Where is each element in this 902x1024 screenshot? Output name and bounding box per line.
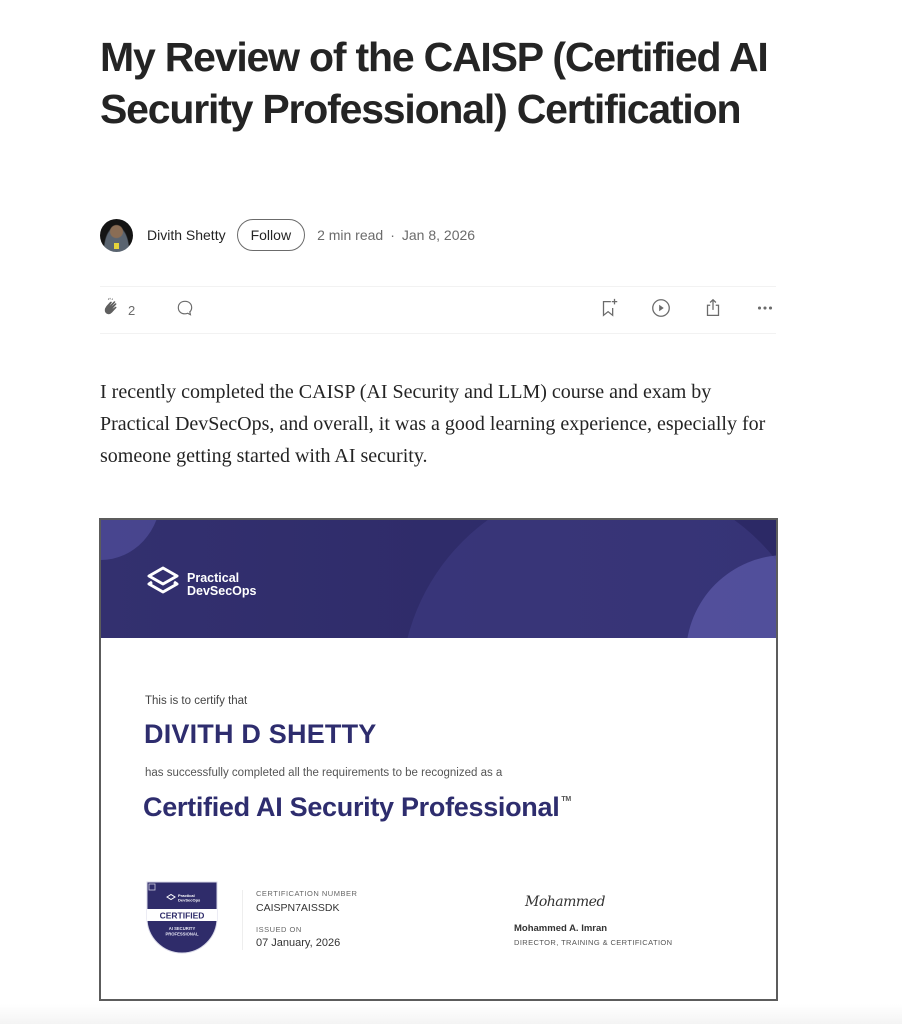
svg-text:Practical: Practical xyxy=(178,893,195,898)
article-paragraph: I recently completed the CAISP (AI Security and LLM) course and exam by Practical DevSecOps, and overall, it was a good learning experience, especially for someone getting started with AI security. xyxy=(100,381,766,467)
svg-text:AI SECURITY: AI SECURITY xyxy=(168,926,196,931)
recipient-name: DIVITH D SHETTY xyxy=(144,719,377,749)
comment-button[interactable] xyxy=(175,298,195,323)
page-bottom-edge xyxy=(0,1004,902,1024)
author-avatar[interactable] xyxy=(100,219,133,252)
svg-text:PROFESSIONAL: PROFESSIONAL xyxy=(165,931,199,937)
author-name[interactable]: Divith Shetty xyxy=(147,227,226,243)
signer-name: Mohammed A. Imran xyxy=(514,923,608,934)
clap-button[interactable] xyxy=(100,297,135,324)
certification-title-text: Certified AI Security Professional xyxy=(143,792,560,822)
brand-logo xyxy=(146,566,256,603)
svg-text:DevSecOps: DevSecOps xyxy=(178,897,201,903)
trademark-mark: TM xyxy=(561,796,571,803)
article-title: My Review of the CAISP (Certified AI Security Professional) Certification xyxy=(100,34,768,132)
read-time: 2 min read xyxy=(317,227,384,243)
follow-button[interactable]: Follow xyxy=(237,219,305,251)
listen-button[interactable] xyxy=(650,297,672,324)
header-decoration xyxy=(101,520,161,560)
share-button[interactable] xyxy=(702,297,724,324)
certification-title xyxy=(143,792,571,823)
more-icon xyxy=(754,297,776,324)
signer-role: DIRECTOR, TRAINING & CERTIFICATION xyxy=(514,938,673,947)
brand-name-line2: DevSecOps xyxy=(187,583,257,598)
article-meta xyxy=(317,227,475,243)
meta-separator: · xyxy=(390,227,395,243)
issued-on-label: ISSUED ON xyxy=(256,925,302,934)
publish-date: Jan 8, 2026 xyxy=(401,227,476,243)
clap-count: 2 xyxy=(128,302,136,318)
certificate-image[interactable] xyxy=(99,518,778,1001)
bookmark-add-icon xyxy=(598,297,620,324)
clap-icon xyxy=(100,297,122,324)
more-button[interactable] xyxy=(754,297,776,324)
svg-text:CERTIFIED: CERTIFIED xyxy=(159,910,205,921)
signature: Mohammed xyxy=(525,894,605,910)
cert-number-label: CERTIFICATION NUMBER xyxy=(256,889,358,898)
issued-date: 07 January, 2026 xyxy=(256,937,341,949)
certify-text: This is to certify that xyxy=(145,695,248,707)
cert-number: CAISPN7AISSDK xyxy=(256,902,340,914)
byline xyxy=(100,218,475,252)
certified-badge xyxy=(145,880,219,956)
share-icon xyxy=(702,297,724,324)
practical-devsecops-logo-icon xyxy=(146,566,180,603)
bookmark-button[interactable] xyxy=(598,297,620,324)
brand-name-line1: Practical xyxy=(187,570,240,585)
comment-icon xyxy=(175,298,195,323)
divider xyxy=(242,890,243,950)
action-bar xyxy=(100,286,776,334)
play-icon xyxy=(650,297,672,324)
certificate-header xyxy=(101,520,776,638)
completed-text: has successfully completed all the requirements to be recognized as a xyxy=(145,767,503,779)
